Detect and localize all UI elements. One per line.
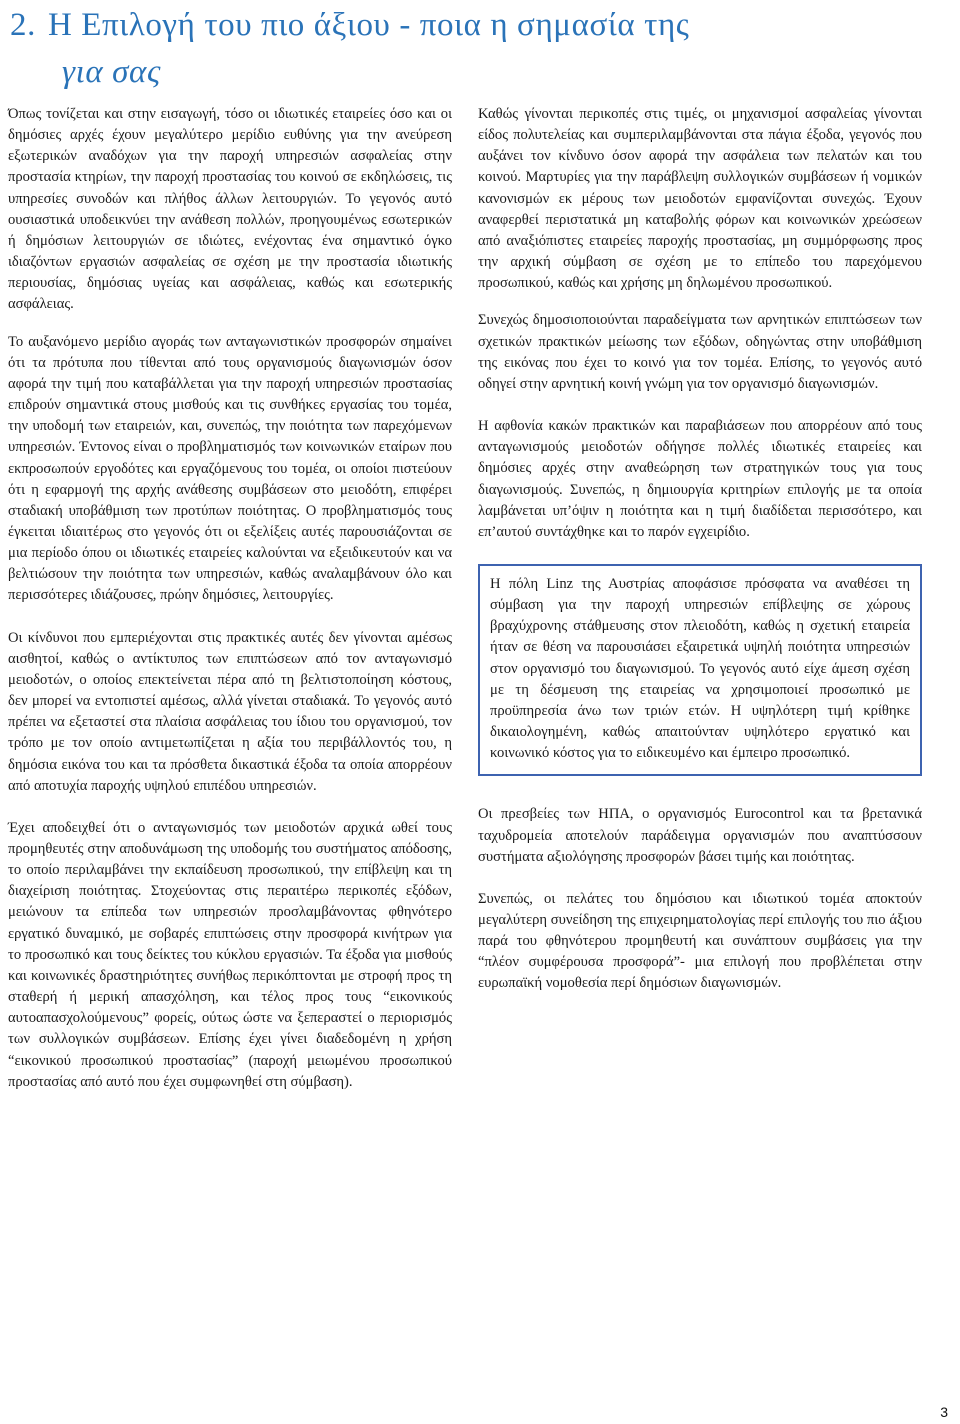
linz-example-text: Η πόλη Linz της Αυστρίας αποφάσισε πρόσφατα να αναθέσει τη σύμβαση για την παροχή υπηρεσιών επίβλεψης σε χώρους βραχύχρονης στάθμευσης στον πλειοδότη, καθώς η σχετική εταιρεία ήταν σε θέση να παρουσιάσει εξαιρετικά υψηλή ποιότητα υπηρεσιών στον οργανισμό του διαγωνισμού. Το γεγονός αυτό είχε άμεση σχέση με τη δέσμευση της εταιρείας να χρησιμοποιεί προσωπικό με προϋπηρεσία άνω των τριών ετών. Η υψηλότερη τιμή κρίθηκε δικαιολογημένη, καθώς απαιτούνταν υψηλότερο εργατικό και κοινωνικό κόστος για το ειδικευμένο και έμπειρο προσωπικό.	[490, 575, 910, 762]
paragraph-negative-examples: Συνεχώς δημοσιοποιούνται παραδείγματα των αρνητικών επιπτώσεων των σχετικών πρακτικών μείωσης των εξόδων, οδηγώντας στην υποβάθμιση της εικόνας που έχει το κοινό για τον τομέα. Επίσης, το γεγονός αυτό οδηγεί στην αρνητική κοινή γνώμη για τον οργανισμό διαγωνισμών.	[478, 312, 922, 392]
paragraph-market-share: Το αυξανόμενο μερίδιο αγοράς των ανταγωνιστικών προσφορών σημαίνει ότι τα πρότυπα που τίθενται από τους οργανισμούς διαγωνισμών όσον αφορά την τιμή που καταβάλλεται για την παροχή υπηρεσιών προστασίας επιδρούν σημαντικά στους μισθούς και τις συνθήκες εργασίας του τομέα, την υποδομή των εταιρειών, και, συνεπώς, την ποιότητα των παρεχόμενων υπηρεσιών. Έντονος είναι ο προβληματισμός των κοινωνικών εταίρων που εκπροσωπούν εργοδότες και εργαζόμενους του τομέα, οι οποίοι πιστεύουν ότι η εφαρμογή της αρχής ανάθεσης συμβάσεων στο μειοδότη, επιφέρει σταδιακή υποβάθμιση των προτύπων ποιότητας. Ο προβληματισμός τους έγκειται ιδιαιτέρως στο γεγονός ότι οι εξελίξεις αυτές παρουσιάζονται σε μια περίοδο όπου οι ιδιωτικές εταιρείες καλούνται να εξειδικευτούν και να βελτιώσουν την ποιότητα των υπηρεσιών, καθώς αναλαμβάνουν όλο και περισσότερες ιδιάζουσες, πρώην δημόσιες, λειτουργίες.	[8, 333, 452, 604]
section-title-line-1: Η Επιλογή του πιο άξιου - ποια η σημασία της	[47, 7, 690, 43]
right-column	[478, 104, 922, 1016]
section-number: 2.	[10, 7, 36, 43]
paragraph-competition-effects: Έχει αποδειχθεί ότι ο ανταγωνισμός των μειοδοτών αρχικά ωθεί τους προμηθευτές στην αποδυνάμωση της υποδομής του συστήματος απόδοσης, το οποίο περιλαμβάνει την εκπαίδευση προσωπικού, την επίβλεψη και τη διαχείριση ποιότητας. Στοχεύοντας στις περαιτέρω περικοπές εξόδων, μειώνουν τα επίπεδα των υπηρεσιών προσλαμβάνοντας φθηνότερο εργατικό δυναμικό, με σοβαρές επιπτώσεις στην προσφορά κινήτρων για το προσωπικό και τους δείκτες του κύκλου εργασιών. Τα έξοδα για μισθούς και κοινωνικές δραστηριότητες συνήθως περικόπτονται με στροφή προς τη σταθερή ή μερική απασχόληση, και τέλος προς τους “εικονικούς αυτοαπασχολούμενους” φορείς, ούτως ώστε να ξεπεραστεί ο περιορισμός των συλλογικών συμβάσεων. Επίσης έχει γίνει διαδεδομένη η χρήση “εικονικού προσωπικού προστασίας” (παροχή μειωμένου προσωπικού προστασίας από αυτό που έχει συμφωνηθεί στη σύμβαση).	[8, 819, 452, 1090]
page-number: 3	[940, 1404, 948, 1420]
paragraph-risks: Οι κίνδυνοι που εμπεριέχονται στις πρακτικές αυτές δεν γίνονται αμέσως αισθητοί, καθώς ο αντίκτυπος των επιπτώσεων από τον ανταγωνισμό μειοδοτών, ο οποίος επεκτείνεται πέρα από τη βελτιστοποίηση κόστους, δεν μπορεί να εντοπιστεί αμέσως, αλλά γίνεται σταδιακά. Το γεγονός αυτό πρέπει να εξεταστεί στα πλαίσια ασφάλειας του ίδιου του οργανισμού, τον τρόπο με τον οποίο αντιμετωπίζεται η αξία του περιβάλλοντός του, η δημόσια εικόνα του και τα πρόσθετα δικαστικά έξοδα τα οποία απορρέουν από αποτυχία παροχής υψηλού επιπέδου υπηρεσιών.	[8, 629, 452, 794]
section-heading	[10, 2, 950, 96]
linz-example-box	[478, 564, 922, 776]
paragraph-bad-practices: Η αφθονία κακών πρακτικών και παραβιάσεων που απορρέουν από τους ανταγωνισμούς μειοδοτών οδήγησε πολλές ιδιωτικές εταιρείες και δημόσιες αρχές στην αναθεώρηση των στρατηγικών τους για τους διαγωνισμούς. Συνεπώς, η δημιουργία κριτηρίων επιλογής με τα οποία λαμβάνεται υπ’όψιν η ποιότητα και η τιμή διαδίδεται περισσότερο, και επ’αυτού συντάχθηκε και το παρόν εγχειρίδιο.	[478, 418, 922, 540]
paragraph-intro: Όπως τονίζεται και στην εισαγωγή, τόσο οι ιδιωτικές εταιρείες όσο και οι δημόσιες αρχές έχουν μεγαλύτερο μερίδιο ευθύνης για την ανεύρεση εξωτερικών αναδόχων για την παροχή υπηρεσιών ασφαλείας στην προστασία κτηρίων, την παροχή προστασίας του κοινού σε εκδηλώσεις, τις υπηρεσίες συνοδών και πλήθος άλλων λειτουργιών. Το γεγονός αυτό ουσιαστικά υποδεικνύει την ανάθεση πολλών, προηγουμένως εσωτερικών ή δημόσιων λειτουργιών σε ιδιώτες, ενέχοντας ένα σημαντικό όγκο ιδιαζόντων εργασιών ασφαλείας σε σχέση με την προστασία ιδιωτικής περιουσίας, δημόσιας υγείας και ασφάλειας, καθώς και εσωτερικής ασφάλειας.	[8, 106, 452, 313]
paragraph-conclusion: Συνεπώς, οι πελάτες του δημόσιου και ιδιωτικού τομέα αποκτούν μεγαλύτερη συνείδηση της επιχειρηματολογίας περί επιλογής του πιο άξιου παρά του φθηνότερου προμηθευτή και συνάπτουν συμβάσεις για την “πλέον συμφέρουσα προσφορά”- μια επιλογή που προβλέπεται στην ευρωπαϊκή νομοθεσία περί δημόσιων διαγωνισμών.	[478, 890, 922, 992]
paragraph-price-cuts: Καθώς γίνονται περικοπές στις τιμές, οι μηχανισμοί ασφαλείας γίνονται είδος πολυτελείας και συμπεριλαμβάνονται στα πάγια έξοδα, γεγονός που αυξάνει τον κίνδυνο όσον αφορά την ασφάλεια των πελατών και του κοινού. Μαρτυρίες για την παράβλεψη συλλογικών συμβάσεων ή νομικών κανονισμών εκ μέρους των μειοδοτών εμφανίζονται συνεχώς. Έχουν αναφερθεί περιστατικά μη καταβολής φόρων και κοινωνικών χρεώσεων από αναξιόπιστες εταιρείες παροχής προστασίας, μη συμμόρφωσης προς την αρχική σύμβαση σε σχέση με το επίπεδο του παρεχόμενου προσωπικού, καθώς και χρήσης μη δηλωμένου προσωπικού.	[478, 106, 922, 292]
paragraph-us-embassies: Οι πρεσβείες των ΗΠΑ, ο οργανισμός Eurocontrol και τα βρετανικά ταχυδρομεία αποτελούν παράδειγμα οργανισμών που αναπτύσσουν συστήματα αξιολόγησης προσφορών βάσει τιμής και ποιότητας.	[478, 806, 922, 865]
left-column	[8, 104, 452, 1114]
section-title-line-2: για σας	[62, 54, 161, 90]
